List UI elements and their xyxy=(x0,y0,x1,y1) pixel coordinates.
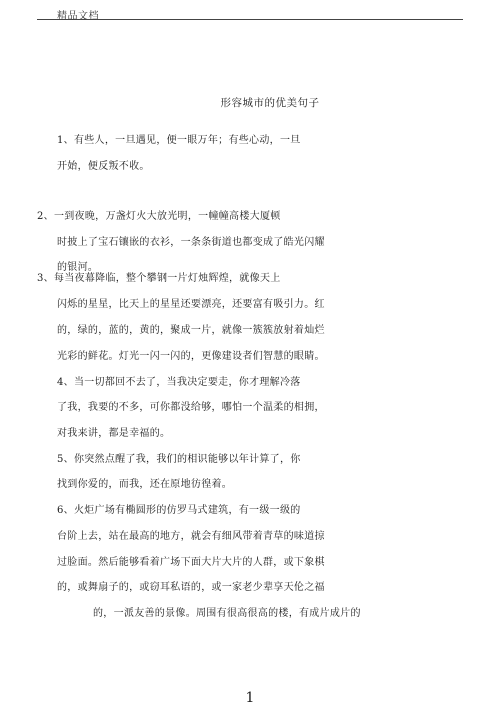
text-line: 5、你突然点醒了我，我们的相识能够以年计算了，你 xyxy=(57,454,301,465)
text-line: 了我，我要的不多，可你都没给够，哪怕一个温柔的相拥， xyxy=(57,402,325,413)
text-line: 的，绿的，蓝的，黄的，聚成一片，就像一簇簇放射着灿烂 xyxy=(57,325,325,336)
document-title: 形容城市的优美句子 xyxy=(220,97,320,109)
text-line: 过脸面。然后能够看着广场下面大片大片的人群，或下象棋 xyxy=(57,557,325,568)
text-line: 2、一到夜晚，万盏灯火大放光明，一幢幢高楼大厦顿 xyxy=(37,211,281,222)
text-line: 光彩的鲜花。灯光一闪一闪的，更像建设者们智慧的眼睛。 xyxy=(57,351,325,362)
text-line: 对我来讲，都是幸福的。 xyxy=(57,428,171,439)
page-number: 1 xyxy=(245,690,255,706)
text-line: 找到你爱的，而我，还在原地彷徨着。 xyxy=(57,479,233,490)
text-line: 4、当一切都回不去了，当我决定要走，你才理解冷落 xyxy=(57,377,301,388)
text-line: 开始，便反叛不收。 xyxy=(57,161,150,172)
text-line: 台阶上去，站在最高的地方，就会有细风带着青草的味道掠 xyxy=(57,531,325,542)
text-line: 闪烁的星星，比天上的星星还要漂亮，还要富有吸引力。红 xyxy=(57,299,325,310)
text-line: 3、每当夜幕降临，整个攀钢一片灯烛辉煌，就像天上 xyxy=(37,273,281,284)
text-line: 6、火炬广场有椭圆形的仿罗马式建筑，有一级一级的 xyxy=(57,505,301,516)
text-line: 的，一派友善的景像。周围有很高很高的楼，有成片成片的 xyxy=(93,608,361,619)
text-line: 的，或舞扇子的，或窃耳私语的，或一家老少辈享天伦之福 xyxy=(57,582,325,593)
text-line: 1、有些人，一旦遇见，便一眼万年；有些心动，一旦 xyxy=(57,135,301,146)
text-line: 的银河。 xyxy=(57,262,99,273)
text-line: 时披上了宝石镶嵌的衣衫，一条条街道也都变成了皓光闪耀 xyxy=(57,237,325,248)
header-rule xyxy=(37,19,463,20)
running-header: 精品文档 xyxy=(57,11,99,22)
